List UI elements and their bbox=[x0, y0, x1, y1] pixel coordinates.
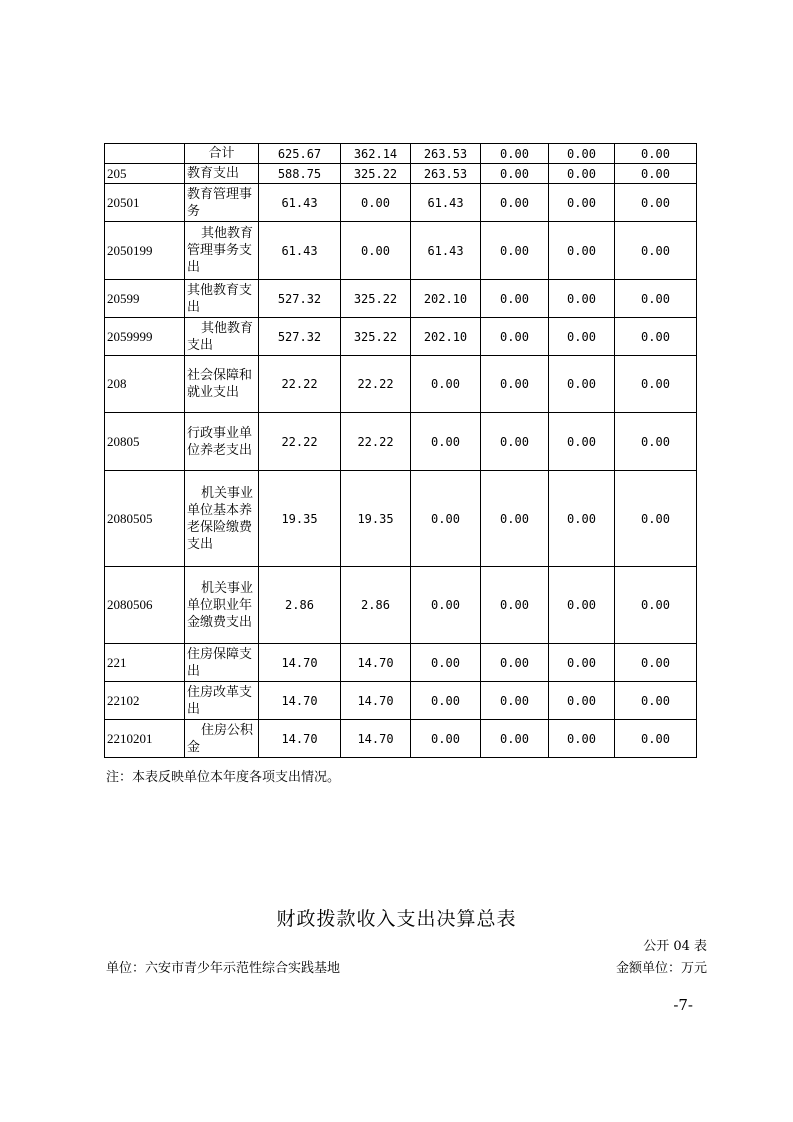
row-value: 0.00 bbox=[615, 164, 697, 184]
row-value: 0.00 bbox=[549, 356, 615, 413]
page-title: 财政拨款收入支出决算总表 bbox=[276, 908, 517, 930]
row-value: 19.35 bbox=[259, 471, 341, 567]
row-value: 14.70 bbox=[341, 644, 411, 682]
row-value: 0.00 bbox=[481, 280, 549, 318]
row-value: 0.00 bbox=[615, 184, 697, 222]
row-value: 22.22 bbox=[259, 413, 341, 471]
row-value: 0.00 bbox=[411, 567, 481, 644]
row-value: 263.53 bbox=[411, 164, 481, 184]
row-value: 2.86 bbox=[259, 567, 341, 644]
row-value: 61.43 bbox=[411, 222, 481, 280]
row-value: 0.00 bbox=[615, 567, 697, 644]
row-value: 2.86 bbox=[341, 567, 411, 644]
row-value: 0.00 bbox=[549, 164, 615, 184]
row-value: 0.00 bbox=[549, 682, 615, 720]
row-value: 61.43 bbox=[259, 222, 341, 280]
row-value: 0.00 bbox=[615, 280, 697, 318]
row-value: 0.00 bbox=[481, 222, 549, 280]
row-code: 20599 bbox=[105, 280, 185, 318]
row-value: 0.00 bbox=[481, 318, 549, 356]
row-value: 0.00 bbox=[411, 471, 481, 567]
table-note: 注：本表反映单位本年度各项支出情况。 bbox=[106, 770, 341, 785]
row-code: 22102 bbox=[105, 682, 185, 720]
row-value: 0.00 bbox=[549, 413, 615, 471]
row-value: 625.67 bbox=[259, 144, 341, 164]
row-value: 325.22 bbox=[341, 318, 411, 356]
row-name: 住房保障支出 bbox=[185, 644, 259, 682]
row-value: 22.22 bbox=[341, 413, 411, 471]
table-row bbox=[105, 222, 697, 280]
row-value: 0.00 bbox=[341, 184, 411, 222]
row-value: 0.00 bbox=[549, 144, 615, 164]
table-row bbox=[105, 356, 697, 413]
row-code: 2210201 bbox=[105, 720, 185, 758]
table-row bbox=[105, 720, 697, 758]
row-value: 0.00 bbox=[481, 413, 549, 471]
row-code: 2080505 bbox=[105, 471, 185, 567]
row-code: 20805 bbox=[105, 413, 185, 471]
row-name: 合计 bbox=[185, 144, 259, 164]
row-value: 0.00 bbox=[549, 280, 615, 318]
row-value: 325.22 bbox=[341, 164, 411, 184]
form-code: 公开 04 表 bbox=[643, 939, 707, 954]
row-value: 14.70 bbox=[259, 644, 341, 682]
row-value: 0.00 bbox=[411, 413, 481, 471]
row-value: 14.70 bbox=[259, 682, 341, 720]
unit-label: 单位：六安市青少年示范性综合实践基地 bbox=[106, 961, 341, 976]
row-value: 0.00 bbox=[549, 644, 615, 682]
row-name: 机关事业单位职业年金缴费支出 bbox=[185, 567, 259, 644]
table-row bbox=[105, 413, 697, 471]
table-row bbox=[105, 318, 697, 356]
row-value: 0.00 bbox=[481, 682, 549, 720]
row-value: 202.10 bbox=[411, 318, 481, 356]
row-value: 0.00 bbox=[411, 720, 481, 758]
row-value: 0.00 bbox=[549, 471, 615, 567]
row-value: 0.00 bbox=[481, 184, 549, 222]
row-value: 0.00 bbox=[549, 222, 615, 280]
row-name: 其他教育支出 bbox=[185, 280, 259, 318]
table-row bbox=[105, 644, 697, 682]
expenditure-table bbox=[104, 143, 697, 758]
row-name: 其他教育支出 bbox=[185, 318, 259, 356]
row-code bbox=[105, 144, 185, 164]
row-value: 0.00 bbox=[615, 318, 697, 356]
row-value: 0.00 bbox=[615, 356, 697, 413]
row-value: 527.32 bbox=[259, 318, 341, 356]
page-number: -7- bbox=[673, 996, 693, 1014]
row-value: 362.14 bbox=[341, 144, 411, 164]
row-code: 20501 bbox=[105, 184, 185, 222]
row-value: 0.00 bbox=[481, 356, 549, 413]
row-value: 0.00 bbox=[481, 144, 549, 164]
row-code: 221 bbox=[105, 644, 185, 682]
row-value: 0.00 bbox=[481, 567, 549, 644]
table-row bbox=[105, 471, 697, 567]
row-value: 0.00 bbox=[549, 318, 615, 356]
row-value: 14.70 bbox=[341, 720, 411, 758]
row-value: 22.22 bbox=[341, 356, 411, 413]
table-row bbox=[105, 682, 697, 720]
row-value: 0.00 bbox=[615, 144, 697, 164]
row-value: 263.53 bbox=[411, 144, 481, 164]
row-value: 0.00 bbox=[411, 644, 481, 682]
row-value: 588.75 bbox=[259, 164, 341, 184]
row-code: 2059999 bbox=[105, 318, 185, 356]
row-value: 0.00 bbox=[549, 567, 615, 644]
row-value: 0.00 bbox=[615, 682, 697, 720]
row-value: 14.70 bbox=[341, 682, 411, 720]
row-name: 行政事业单位养老支出 bbox=[185, 413, 259, 471]
total-row bbox=[105, 144, 697, 164]
row-value: 19.35 bbox=[341, 471, 411, 567]
row-value: 0.00 bbox=[481, 644, 549, 682]
row-value: 0.00 bbox=[549, 720, 615, 758]
row-code: 2050199 bbox=[105, 222, 185, 280]
row-code: 2080506 bbox=[105, 567, 185, 644]
row-value: 0.00 bbox=[481, 720, 549, 758]
row-name: 其他教育管理事务支出 bbox=[185, 222, 259, 280]
row-value: 527.32 bbox=[259, 280, 341, 318]
row-value: 22.22 bbox=[259, 356, 341, 413]
table-row bbox=[105, 164, 697, 184]
row-name: 机关事业单位基本养老保险缴费支出 bbox=[185, 471, 259, 567]
row-value: 0.00 bbox=[549, 184, 615, 222]
row-name: 教育支出 bbox=[185, 164, 259, 184]
row-value: 325.22 bbox=[341, 280, 411, 318]
row-value: 0.00 bbox=[341, 222, 411, 280]
row-value: 0.00 bbox=[481, 164, 549, 184]
row-value: 0.00 bbox=[615, 471, 697, 567]
row-code: 208 bbox=[105, 356, 185, 413]
row-value: 0.00 bbox=[615, 222, 697, 280]
row-value: 14.70 bbox=[259, 720, 341, 758]
table-row bbox=[105, 280, 697, 318]
row-name: 教育管理事务 bbox=[185, 184, 259, 222]
row-value: 0.00 bbox=[481, 471, 549, 567]
table-row bbox=[105, 184, 697, 222]
row-value: 61.43 bbox=[411, 184, 481, 222]
row-value: 61.43 bbox=[259, 184, 341, 222]
row-name: 社会保障和就业支出 bbox=[185, 356, 259, 413]
row-value: 0.00 bbox=[615, 644, 697, 682]
row-value: 0.00 bbox=[411, 682, 481, 720]
row-value: 202.10 bbox=[411, 280, 481, 318]
row-name: 住房公积金 bbox=[185, 720, 259, 758]
table-row bbox=[105, 567, 697, 644]
row-value: 0.00 bbox=[411, 356, 481, 413]
row-value: 0.00 bbox=[615, 413, 697, 471]
money-unit-label: 金额单位：万元 bbox=[615, 961, 707, 976]
row-name: 住房改革支出 bbox=[185, 682, 259, 720]
row-code: 205 bbox=[105, 164, 185, 184]
row-value: 0.00 bbox=[615, 720, 697, 758]
